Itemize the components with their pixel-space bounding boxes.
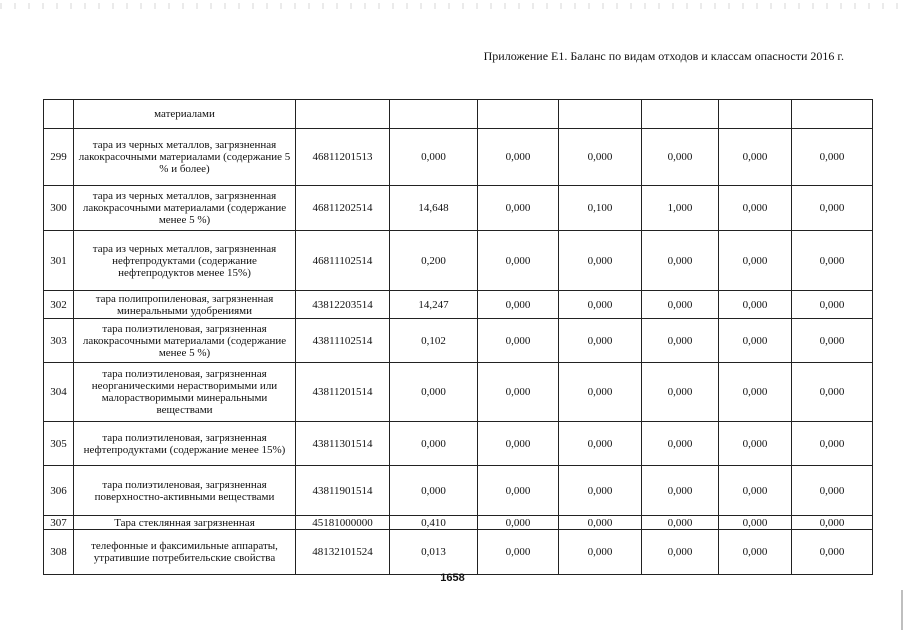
code-cell: 43811102514 [296, 319, 390, 363]
value-cell: 0,000 [719, 363, 792, 422]
value-cell: 0,000 [478, 530, 559, 575]
table-row [44, 363, 873, 422]
row-number-cell: 302 [44, 291, 74, 319]
code-cell: 43811901514 [296, 466, 390, 516]
waste-name-cell: тара полипропиленовая, загрязненная минеральными удобрениями [74, 291, 296, 319]
code-cell [296, 100, 390, 129]
value-cell [559, 100, 642, 129]
waste-name-cell: тара из черных металлов, загрязненная нефтепродуктами (содержание нефтепродуктов менее 15%) [74, 231, 296, 291]
value-cell: 0,000 [719, 516, 792, 530]
value-cell: 0,000 [792, 363, 873, 422]
value-cell: 14,648 [390, 186, 478, 231]
waste-name-cell: тара из черных металлов, загрязненная лакокрасочными материалами (содержание 5 % и более) [74, 129, 296, 186]
value-cell [642, 100, 719, 129]
value-cell: 0,000 [792, 291, 873, 319]
value-cell: 0,000 [478, 129, 559, 186]
row-number-cell: 303 [44, 319, 74, 363]
table-row-continuation [44, 100, 873, 129]
value-cell: 0,000 [478, 291, 559, 319]
value-cell: 0,000 [478, 516, 559, 530]
row-number-cell [44, 100, 74, 129]
value-cell: 0,000 [559, 319, 642, 363]
code-cell: 48132101524 [296, 530, 390, 575]
table-row [44, 530, 873, 575]
value-cell: 0,000 [390, 466, 478, 516]
value-cell: 0,000 [559, 129, 642, 186]
value-cell: 0,000 [642, 129, 719, 186]
value-cell [478, 100, 559, 129]
value-cell: 0,000 [792, 466, 873, 516]
value-cell: 0,000 [478, 231, 559, 291]
row-number-cell: 301 [44, 231, 74, 291]
value-cell: 0,000 [642, 466, 719, 516]
table-row [44, 516, 873, 530]
value-cell: 0,000 [642, 291, 719, 319]
value-cell: 0,013 [390, 530, 478, 575]
row-number-cell: 308 [44, 530, 74, 575]
waste-name-cell: тара полиэтиленовая, загрязненная неорганическими нерастворимыми или малорастворимыми минеральными веществами [74, 363, 296, 422]
value-cell [792, 100, 873, 129]
value-cell: 0,000 [719, 422, 792, 466]
value-cell: 0,200 [390, 231, 478, 291]
scan-edge-artifact [901, 590, 903, 630]
row-number-cell: 305 [44, 422, 74, 466]
waste-name-cell: тара полиэтиленовая, загрязненная нефтепродуктами (содержание менее 15%) [74, 422, 296, 466]
value-cell: 0,000 [642, 530, 719, 575]
row-number-cell: 300 [44, 186, 74, 231]
page-number: 1658 [440, 572, 465, 584]
value-cell: 0,000 [642, 516, 719, 530]
value-cell: 0,000 [792, 422, 873, 466]
value-cell: 0,000 [559, 530, 642, 575]
table-row [44, 129, 873, 186]
code-cell: 43811201514 [296, 363, 390, 422]
value-cell: 0,000 [559, 363, 642, 422]
value-cell: 0,000 [642, 422, 719, 466]
table-row [44, 186, 873, 231]
value-cell: 0,000 [478, 422, 559, 466]
row-number-cell: 307 [44, 516, 74, 530]
value-cell: 0,000 [559, 422, 642, 466]
value-cell: 14,247 [390, 291, 478, 319]
balance-table [43, 99, 873, 575]
value-cell: 1,000 [642, 186, 719, 231]
scan-artifact [0, 3, 905, 9]
value-cell: 0,100 [559, 186, 642, 231]
row-number-cell: 306 [44, 466, 74, 516]
value-cell: 0,000 [792, 530, 873, 575]
value-cell: 0,000 [559, 466, 642, 516]
value-cell: 0,000 [719, 186, 792, 231]
value-cell: 0,000 [719, 319, 792, 363]
value-cell [390, 100, 478, 129]
value-cell: 0,000 [792, 319, 873, 363]
waste-name-cell: Тара стеклянная загрязненная [74, 516, 296, 530]
code-cell: 46811201513 [296, 129, 390, 186]
table-row [44, 319, 873, 363]
row-number-cell: 304 [44, 363, 74, 422]
code-cell: 43811301514 [296, 422, 390, 466]
value-cell: 0,000 [478, 319, 559, 363]
value-cell: 0,000 [478, 466, 559, 516]
value-cell: 0,000 [642, 363, 719, 422]
value-cell: 0,000 [559, 291, 642, 319]
code-cell: 45181000000 [296, 516, 390, 530]
value-cell: 0,000 [642, 231, 719, 291]
table-row [44, 422, 873, 466]
value-cell: 0,000 [478, 363, 559, 422]
waste-name-cell: тара полиэтиленовая, загрязненная поверхностно-активными веществами [74, 466, 296, 516]
value-cell: 0,000 [559, 231, 642, 291]
value-cell: 0,000 [719, 530, 792, 575]
value-cell: 0,000 [792, 186, 873, 231]
table-row [44, 231, 873, 291]
value-cell: 0,102 [390, 319, 478, 363]
value-cell: 0,000 [390, 129, 478, 186]
waste-name-cell: телефонные и факсимильные аппараты, утратившие потребительские свойства [74, 530, 296, 575]
value-cell: 0,000 [559, 516, 642, 530]
value-cell: 0,410 [390, 516, 478, 530]
value-cell: 0,000 [719, 466, 792, 516]
code-cell: 46811202514 [296, 186, 390, 231]
value-cell: 0,000 [719, 231, 792, 291]
value-cell: 0,000 [478, 186, 559, 231]
page-title: Приложение Е1. Баланс по видам отходов и классам опасности 2016 г. [483, 49, 844, 63]
value-cell: 0,000 [642, 319, 719, 363]
code-cell: 46811102514 [296, 231, 390, 291]
waste-name-cell: тара полиэтиленовая, загрязненная лакокрасочными материалами (содержание менее 5 %) [74, 319, 296, 363]
table-row [44, 466, 873, 516]
value-cell: 0,000 [792, 129, 873, 186]
value-cell: 0,000 [719, 291, 792, 319]
row-number-cell: 299 [44, 129, 74, 186]
code-cell: 43812203514 [296, 291, 390, 319]
value-cell: 0,000 [390, 422, 478, 466]
value-cell [719, 100, 792, 129]
value-cell: 0,000 [792, 231, 873, 291]
value-cell: 0,000 [390, 363, 478, 422]
table-row [44, 291, 873, 319]
waste-name-cell: материалами [74, 100, 296, 129]
value-cell: 0,000 [792, 516, 873, 530]
value-cell: 0,000 [719, 129, 792, 186]
waste-name-cell: тара из черных металлов, загрязненная лакокрасочными материалами (содержание менее 5 %) [74, 186, 296, 231]
